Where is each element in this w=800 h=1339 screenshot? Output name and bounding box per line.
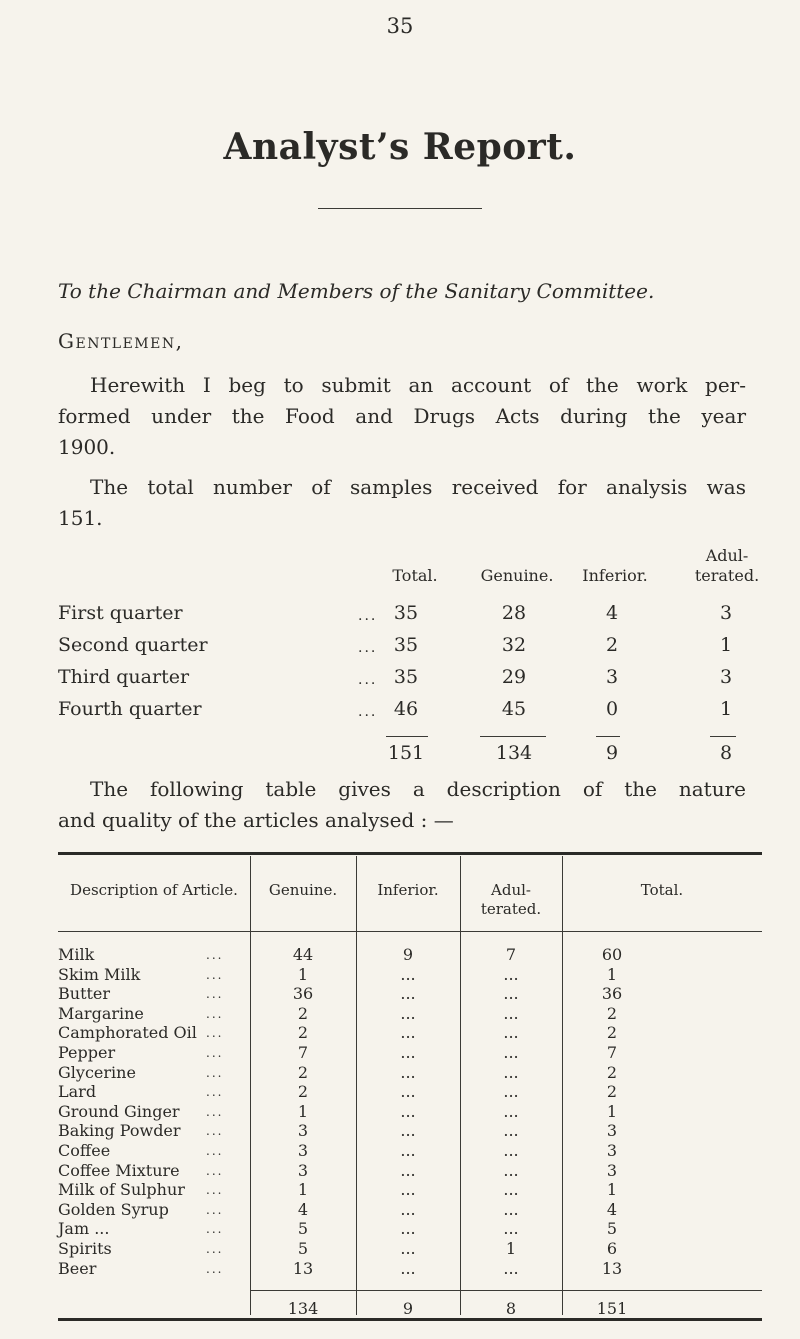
table-cell-article: Coffee bbox=[58, 1141, 111, 1160]
table-cell-inferior: ... bbox=[400, 1161, 416, 1180]
table-cell-total: 7 bbox=[606, 1043, 618, 1062]
table-cell-genuine: 44 bbox=[292, 945, 314, 964]
table-cell-article: Lard bbox=[58, 1082, 97, 1101]
table-row-leader: ... bbox=[206, 1262, 224, 1276]
page-title: Analyst’s Report. bbox=[223, 126, 577, 168]
table-cell-total: 5 bbox=[606, 1219, 618, 1238]
summary-cell-adulterated: 1 bbox=[719, 698, 733, 720]
table-cell-adulterated: ... bbox=[503, 1200, 519, 1219]
table-cell-article: Skim Milk bbox=[58, 965, 141, 984]
summary-cell-genuine: 45 bbox=[501, 698, 527, 720]
table-row-leader: ... bbox=[206, 1085, 224, 1099]
table-cell-genuine: 1 bbox=[297, 1102, 309, 1121]
summary-cell-total: 35 bbox=[393, 602, 419, 624]
table-cell-article: Milk bbox=[58, 945, 95, 964]
table-header-description: Description of Article. bbox=[70, 881, 238, 899]
summary-header-adul-2: terated. bbox=[694, 566, 760, 585]
summary-total-total: 151 bbox=[387, 742, 425, 764]
table-cell-total: 13 bbox=[601, 1259, 623, 1278]
summary-sum-line bbox=[480, 736, 546, 737]
table-cell-adulterated: ... bbox=[503, 1219, 519, 1238]
table-cell-inferior: ... bbox=[400, 984, 416, 1003]
table-cell-genuine: 3 bbox=[297, 1141, 309, 1160]
table-bottom-rule bbox=[58, 1318, 762, 1321]
table-cell-total: 60 bbox=[601, 945, 623, 964]
table-header-total: Total. bbox=[640, 881, 684, 899]
table-cell-adulterated: ... bbox=[503, 1004, 519, 1023]
table-row-leader: ... bbox=[206, 1066, 224, 1080]
summary-row-leader: ... bbox=[358, 704, 378, 720]
table-total-total: 151 bbox=[596, 1299, 628, 1318]
table-cell-inferior: ... bbox=[400, 1259, 416, 1278]
summary-sum-line bbox=[596, 736, 620, 737]
table-row-leader: ... bbox=[206, 968, 224, 982]
table-cell-total: 1 bbox=[606, 965, 618, 984]
table-row-leader: ... bbox=[206, 1183, 224, 1197]
summary-cell-total: 46 bbox=[393, 698, 419, 720]
table-row-leader: ... bbox=[206, 948, 224, 962]
summary-total-adulterated: 8 bbox=[719, 742, 733, 764]
table-row-leader: ... bbox=[206, 1007, 224, 1021]
table-cell-total: 3 bbox=[606, 1161, 618, 1180]
table-cell-genuine: 3 bbox=[297, 1161, 309, 1180]
table-cell-total: 1 bbox=[606, 1102, 618, 1121]
summary-row-label: Fourth quarter bbox=[58, 698, 202, 720]
summary-header-inferior: Inferior. bbox=[582, 566, 648, 585]
table-cell-adulterated: ... bbox=[503, 1082, 519, 1101]
table-row-leader: ... bbox=[206, 1105, 224, 1119]
table-cell-article: Jam ... bbox=[58, 1219, 110, 1238]
summary-cell-inferior: 4 bbox=[605, 602, 619, 624]
table-cell-inferior: ... bbox=[400, 1180, 416, 1199]
table-header-inferior: Inferior. bbox=[377, 881, 439, 899]
paragraph-2-line-2: 151. bbox=[58, 506, 103, 530]
summary-cell-adulterated: 3 bbox=[719, 666, 733, 688]
summary-header-adul-1: Adul- bbox=[705, 546, 749, 565]
salutation: To the Chairman and Members of the Sanitary Committee. bbox=[58, 279, 655, 303]
summary-sum-line bbox=[386, 736, 428, 737]
table-cell-inferior: ... bbox=[400, 1043, 416, 1062]
summary-cell-adulterated: 3 bbox=[719, 602, 733, 624]
summary-total-genuine: 134 bbox=[495, 742, 533, 764]
table-cell-genuine: 36 bbox=[292, 984, 314, 1003]
summary-cell-inferior: 3 bbox=[605, 666, 619, 688]
table-cell-genuine: 2 bbox=[297, 1063, 309, 1082]
summary-cell-genuine: 32 bbox=[501, 634, 527, 656]
table-cell-inferior: 9 bbox=[402, 945, 414, 964]
table-cell-adulterated: ... bbox=[503, 1043, 519, 1062]
table-cell-inferior: ... bbox=[400, 965, 416, 984]
table-cell-total: 1 bbox=[606, 1180, 618, 1199]
summary-cell-adulterated: 1 bbox=[719, 634, 733, 656]
table-cell-article: Margarine bbox=[58, 1004, 144, 1023]
table-cell-adulterated: 1 bbox=[505, 1239, 517, 1258]
table-cell-inferior: ... bbox=[400, 1023, 416, 1042]
page-number: 35 bbox=[386, 14, 414, 38]
table-cell-total: 36 bbox=[601, 984, 623, 1003]
table-row-leader: ... bbox=[206, 1222, 224, 1236]
table-cell-adulterated: ... bbox=[503, 965, 519, 984]
table-cell-adulterated: ... bbox=[503, 1121, 519, 1140]
table-row-leader: ... bbox=[206, 1046, 224, 1060]
table-cell-article: Camphorated Oil bbox=[58, 1023, 197, 1042]
table-cell-total: 2 bbox=[606, 1082, 618, 1101]
table-header-adulterated-1: Adul- bbox=[491, 881, 531, 899]
table-sum-rule bbox=[250, 1290, 762, 1291]
summary-row-leader: ... bbox=[358, 640, 378, 656]
table-cell-article: Ground Ginger bbox=[58, 1102, 180, 1121]
table-header-rule bbox=[58, 931, 762, 932]
table-cell-inferior: ... bbox=[400, 1004, 416, 1023]
table-cell-article: Golden Syrup bbox=[58, 1200, 169, 1219]
summary-total-inferior: 9 bbox=[605, 742, 619, 764]
table-cell-total: 4 bbox=[606, 1200, 618, 1219]
paragraph-2-line-1: The total number of samples received for analysis was bbox=[90, 475, 746, 499]
table-row-leader: ... bbox=[206, 1164, 224, 1178]
paragraph-1-line-3: 1900. bbox=[58, 435, 116, 459]
table-row-leader: ... bbox=[206, 987, 224, 1001]
table-row-leader: ... bbox=[206, 1026, 224, 1040]
table-cell-inferior: ... bbox=[400, 1219, 416, 1238]
greeting: Gentlemen, bbox=[58, 329, 184, 353]
table-cell-article: Milk of Sulphur bbox=[58, 1180, 185, 1199]
summary-row-label: Second quarter bbox=[58, 634, 208, 656]
table-cell-article: Pepper bbox=[58, 1043, 116, 1062]
table-cell-adulterated: ... bbox=[503, 1023, 519, 1042]
table-cell-inferior: ... bbox=[400, 1239, 416, 1258]
summary-header-total: Total. bbox=[392, 566, 438, 585]
table-cell-adulterated: ... bbox=[503, 984, 519, 1003]
table-cell-genuine: 2 bbox=[297, 1082, 309, 1101]
table-cell-inferior: ... bbox=[400, 1200, 416, 1219]
table-header-adulterated-2: terated. bbox=[480, 900, 542, 918]
table-row-leader: ... bbox=[206, 1124, 224, 1138]
table-cell-article: Spirits bbox=[58, 1239, 112, 1258]
paragraph-3-line-2: and quality of the articles analysed : — bbox=[58, 808, 454, 832]
table-cell-genuine: 5 bbox=[297, 1239, 309, 1258]
paragraph-1-line-1: Herewith I beg to submit an account of the work per- bbox=[90, 373, 746, 397]
table-top-rule bbox=[58, 852, 762, 855]
summary-row-label: First quarter bbox=[58, 602, 183, 624]
summary-sum-line bbox=[710, 736, 736, 737]
table-cell-article: Glycerine bbox=[58, 1063, 136, 1082]
table-total-genuine: 134 bbox=[287, 1299, 319, 1318]
table-cell-adulterated: ... bbox=[503, 1063, 519, 1082]
table-row-leader: ... bbox=[206, 1203, 224, 1217]
summary-header-genuine: Genuine. bbox=[480, 566, 554, 585]
title-divider bbox=[318, 208, 482, 209]
table-cell-adulterated: ... bbox=[503, 1161, 519, 1180]
table-cell-genuine: 1 bbox=[297, 1180, 309, 1199]
table-cell-article: Butter bbox=[58, 984, 111, 1003]
table-cell-inferior: ... bbox=[400, 1141, 416, 1160]
table-cell-adulterated: ... bbox=[503, 1102, 519, 1121]
summary-row-leader: ... bbox=[358, 672, 378, 688]
table-row-leader: ... bbox=[206, 1242, 224, 1256]
table-cell-total: 3 bbox=[606, 1121, 618, 1140]
table-total-adulterated: 8 bbox=[505, 1299, 517, 1318]
table-cell-genuine: 2 bbox=[297, 1023, 309, 1042]
summary-cell-total: 35 bbox=[393, 666, 419, 688]
table-cell-genuine: 2 bbox=[297, 1004, 309, 1023]
summary-cell-total: 35 bbox=[393, 634, 419, 656]
table-cell-genuine: 13 bbox=[292, 1259, 314, 1278]
table-row-leader: ... bbox=[206, 1144, 224, 1158]
table-cell-inferior: ... bbox=[400, 1102, 416, 1121]
table-cell-total: 6 bbox=[606, 1239, 618, 1258]
table-cell-adulterated: ... bbox=[503, 1259, 519, 1278]
table-cell-total: 2 bbox=[606, 1063, 618, 1082]
table-cell-genuine: 3 bbox=[297, 1121, 309, 1140]
paragraph-1-line-2: formed under the Food and Drugs Acts during the year bbox=[58, 404, 746, 428]
paragraph-3-line-1: The following table gives a description of the nature bbox=[90, 777, 746, 801]
table-cell-total: 3 bbox=[606, 1141, 618, 1160]
table-cell-genuine: 1 bbox=[297, 965, 309, 984]
table-cell-genuine: 4 bbox=[297, 1200, 309, 1219]
table-header-genuine: Genuine. bbox=[268, 881, 338, 899]
table-cell-article: Beer bbox=[58, 1259, 97, 1278]
table-cell-genuine: 7 bbox=[297, 1043, 309, 1062]
summary-cell-genuine: 28 bbox=[501, 602, 527, 624]
table-cell-genuine: 5 bbox=[297, 1219, 309, 1238]
summary-row-leader: ... bbox=[358, 608, 378, 624]
table-cell-adulterated: ... bbox=[503, 1180, 519, 1199]
table-cell-inferior: ... bbox=[400, 1063, 416, 1082]
table-cell-adulterated: 7 bbox=[505, 945, 517, 964]
table-cell-inferior: ... bbox=[400, 1121, 416, 1140]
table-cell-article: Coffee Mixture bbox=[58, 1161, 180, 1180]
summary-row-label: Third quarter bbox=[58, 666, 190, 688]
table-cell-total: 2 bbox=[606, 1023, 618, 1042]
summary-cell-genuine: 29 bbox=[501, 666, 527, 688]
summary-cell-inferior: 2 bbox=[605, 634, 619, 656]
table-cell-adulterated: ... bbox=[503, 1141, 519, 1160]
table-total-inferior: 9 bbox=[402, 1299, 414, 1318]
summary-cell-inferior: 0 bbox=[605, 698, 619, 720]
table-cell-total: 2 bbox=[606, 1004, 618, 1023]
table-cell-article: Baking Powder bbox=[58, 1121, 181, 1140]
table-cell-inferior: ... bbox=[400, 1082, 416, 1101]
